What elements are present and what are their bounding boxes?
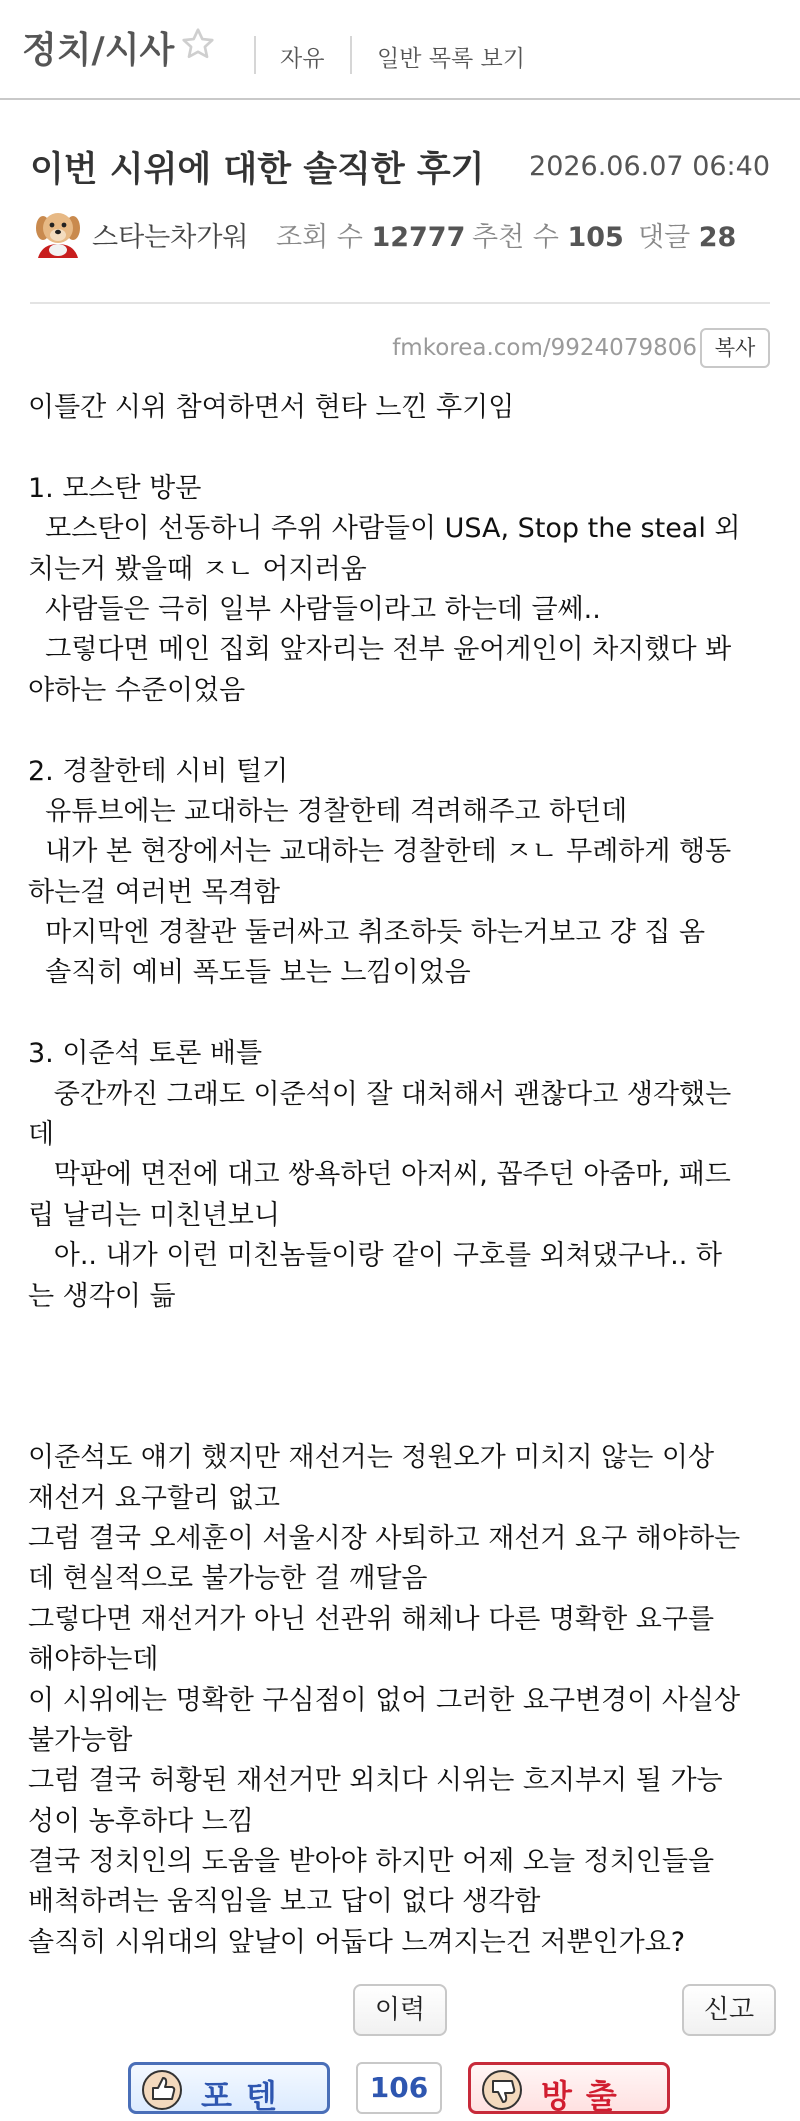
content-line: 는 생각이 듦: [28, 1280, 176, 1312]
content-line: [28, 428, 778, 468]
post-title: 이번 시위에 대한 솔직한 후기: [30, 150, 485, 190]
content-line: 3. 이준석 토론 배틀: [28, 1038, 263, 1070]
upvote-button[interactable]: [128, 2062, 330, 2114]
content-line: 데 현실적으로 불가능한 걸 깨달음: [28, 1563, 428, 1595]
nav-separator: [254, 36, 256, 74]
vote-count: 106: [356, 2062, 442, 2114]
content-line: 그렇다면 재선거가 아닌 선관위 해체나 다른 명확한 요구를: [28, 1603, 715, 1635]
content-line: 막판에 면전에 대고 쌍욕하던 아저씨, 꼽주던 아줌마, 패드: [28, 1159, 731, 1191]
content-line: 성이 농후하다 느낌: [28, 1805, 254, 1837]
content-line: 솔직히 시위대의 앞날이 어둡다 느껴지는건 저뿐인가요?: [28, 1926, 686, 1958]
report-button[interactable]: 신고: [682, 1984, 776, 2036]
nav-link-list-view[interactable]: 일반 목록 보기: [377, 46, 525, 72]
downvote-label: 방출: [541, 2077, 631, 2115]
history-button[interactable]: 이력: [353, 1984, 447, 2036]
content-line: 립 날리는 미친년보니: [28, 1199, 280, 1231]
content-line: 이 시위에는 명확한 구심점이 없어 그러한 요구변경이 사실상: [28, 1684, 741, 1716]
content-line: 그렇다면 메인 집회 앞자리는 전부 윤어게인이 차지했다 봐: [28, 634, 732, 666]
comment-count-label: 댓글: [638, 222, 691, 253]
post-content: [28, 388, 778, 1963]
content-line: 데: [28, 1119, 55, 1151]
content-line: 이준석도 얘기 했지만 재선거는 정원오가 미치지 않는 이상: [28, 1442, 715, 1474]
comment-count-value: 28: [698, 222, 737, 253]
thumbs-up-icon: [141, 2069, 183, 2111]
content-line: [28, 711, 778, 751]
content-line: [28, 994, 778, 1034]
copy-url-button[interactable]: 복사: [700, 328, 770, 368]
content-line: 치는거 봤을때 ㅈㄴ 어지러움: [28, 553, 367, 585]
view-count: [276, 215, 465, 254]
board-header: [0, 0, 800, 100]
content-line: 그럼 결국 오세훈이 서울시장 사퇴하고 재선거 요구 해야하는: [28, 1522, 741, 1554]
content-line: [28, 1317, 778, 1357]
content-line: 해야하는데: [28, 1644, 159, 1676]
content-line: 모스탄이 선동하니 주위 사람들이 USA, Stop the steal 외: [28, 513, 741, 545]
board-name[interactable]: 정치/시사: [22, 30, 175, 71]
content-line: 결국 정치인의 도움을 받아야 하지만 어제 오늘 정치인들을: [28, 1846, 715, 1878]
content-line: 하는걸 여러번 목격함: [28, 876, 280, 908]
content-line: 1. 모스탄 방문: [28, 472, 202, 504]
content-line: [28, 1398, 778, 1438]
favorite-star-icon[interactable]: [180, 26, 216, 62]
content-line: 중간까진 그래도 이준석이 잘 대처해서 괜찮다고 생각했는: [28, 1078, 732, 1110]
content-line: 이틀간 시위 참여하면서 현타 느낀 후기임: [28, 392, 515, 423]
content-line: 재선거 요구할리 없고: [28, 1482, 280, 1514]
author-nickname[interactable]: 스타는차가워: [92, 222, 249, 253]
comment-count[interactable]: [638, 215, 736, 254]
content-line: 유튜브에는 교대하는 경찰한테 격려해주고 하던데: [28, 795, 628, 827]
content-line: 불가능함: [28, 1724, 133, 1756]
content-line: 내가 본 현장에서는 교대하는 경찰한테 ㅈㄴ 무례하게 행동: [28, 836, 732, 868]
content-line: 마지막엔 경찰관 둘러싸고 취조하듯 하는거보고 걍 집 옴: [28, 917, 706, 949]
thumbs-down-icon: [481, 2069, 523, 2111]
post-date: 2026.06.07 06:40: [529, 151, 770, 182]
downvote-button[interactable]: [468, 2062, 670, 2114]
content-line: 배척하려는 움직임을 보고 답이 없다 생각함: [28, 1886, 541, 1918]
recommend-count-label: 추천 수: [472, 222, 559, 253]
recommend-count-value: 105: [567, 222, 624, 253]
post-url: fmkorea.com/9924079806: [392, 335, 697, 361]
content-line: 아.. 내가 이런 미친놈들이랑 같이 구호를 외쳐댔구나.. 하: [28, 1240, 722, 1272]
content-line: 그럼 결국 허황된 재선거만 외치다 시위는 흐지부지 될 가능: [28, 1765, 723, 1797]
view-count-value: 12777: [371, 222, 466, 253]
upvote-label: 포텐: [201, 2077, 291, 2115]
nav-link-free[interactable]: 자유: [280, 46, 325, 72]
content-line: [28, 1357, 778, 1397]
content-line: 솔직히 예비 폭도들 보는 느낌이었음: [28, 957, 471, 989]
content-line: 2. 경찰한테 시비 털기: [28, 755, 289, 787]
author-avatar[interactable]: [32, 208, 84, 260]
view-count-label: 조회 수: [276, 222, 363, 253]
recommend-count: [472, 215, 624, 254]
header-divider: [30, 302, 770, 304]
content-line: 사람들은 극히 일부 사람들이라고 하는데 글쎄..: [28, 593, 601, 625]
content-line: 야하는 수준이었음: [28, 674, 246, 706]
nav-separator: [350, 36, 352, 74]
